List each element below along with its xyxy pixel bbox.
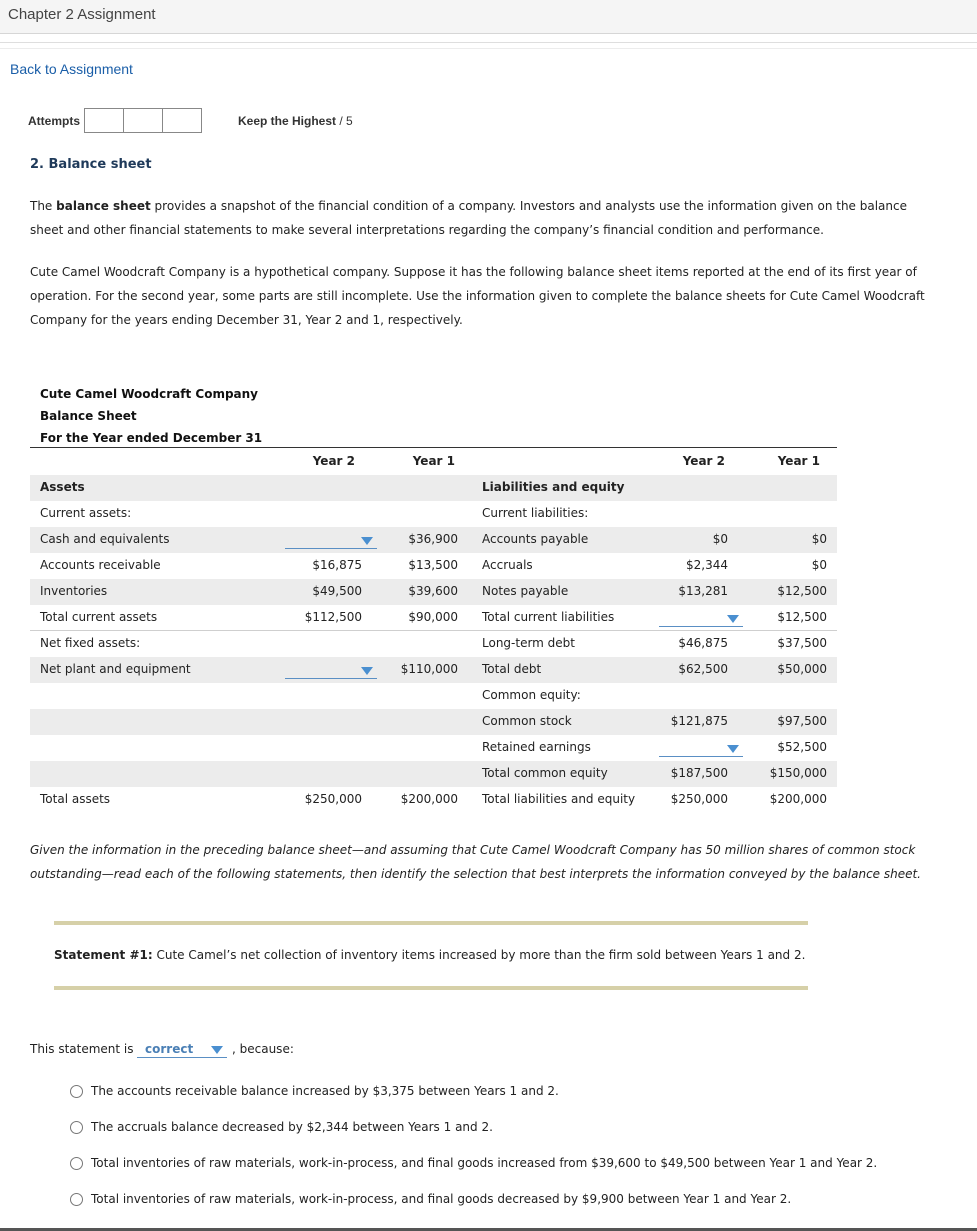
table-row bbox=[30, 709, 837, 735]
radio-button-icon[interactable] bbox=[70, 1193, 83, 1206]
col-header-year1-liab: Year 1 bbox=[777, 454, 820, 468]
liability-year1-value: $0 bbox=[811, 532, 827, 546]
table-row bbox=[30, 683, 837, 709]
chevron-down-icon bbox=[211, 1046, 223, 1054]
judgement-value: correct bbox=[145, 1042, 194, 1056]
back-to-assignment-link[interactable]: Back to Assignment bbox=[10, 61, 133, 77]
divider bbox=[0, 48, 977, 49]
attempt-box bbox=[162, 108, 202, 133]
keep-highest-suffix: / 5 bbox=[336, 114, 353, 128]
liability-year1-value: $0 bbox=[811, 558, 827, 572]
option-3[interactable] bbox=[70, 1156, 877, 1170]
table-row bbox=[30, 475, 837, 501]
liability-year1-value: $37,500 bbox=[777, 636, 827, 650]
asset-label: Assets bbox=[40, 480, 85, 494]
radio-button-icon[interactable] bbox=[70, 1157, 83, 1170]
keep-highest-label bbox=[238, 114, 353, 128]
liability-year2-value: $62,500 bbox=[678, 662, 728, 676]
liability-year1-value: $12,500 bbox=[777, 584, 827, 598]
intro-bold-term: balance sheet bbox=[56, 199, 151, 213]
year2-asset-dropdown[interactable] bbox=[285, 661, 377, 679]
liability-year1-value: $150,000 bbox=[769, 766, 827, 780]
liability-year2-value: $121,875 bbox=[670, 714, 728, 728]
col-header-year2-liab: Year 2 bbox=[682, 454, 725, 468]
asset-year1-value: $110,000 bbox=[400, 662, 458, 676]
statement-label: Statement #1: bbox=[54, 948, 153, 962]
option-1[interactable] bbox=[70, 1084, 559, 1098]
judgement-prefix: This statement is bbox=[30, 1042, 134, 1056]
given-paragraph: Given the information in the preceding balance sheet—and assuming that Cute Camel Woodcraft Company has 50 million shares of common stock outstanding—read each of the following statements, then identify the selection that best interprets the information conveyed by the balance sheet. bbox=[30, 843, 921, 881]
asset-label: Total current assets bbox=[40, 610, 158, 624]
asset-year2-value: $250,000 bbox=[304, 792, 362, 806]
asset-year2-value: $112,500 bbox=[304, 610, 362, 624]
asset-label: Current assets: bbox=[40, 506, 132, 520]
liability-label: Common stock bbox=[482, 714, 572, 728]
liability-year2-value: $13,281 bbox=[678, 584, 728, 598]
liability-label: Current liabilities: bbox=[482, 506, 589, 520]
table-row bbox=[30, 761, 837, 787]
option-4-text: Total inventories of raw materials, work-in-process, and final goods decreased by $9,900 between Year 1 and Year 2. bbox=[91, 1192, 792, 1206]
liability-year2-value: $0 bbox=[712, 532, 728, 546]
keep-highest-text: Keep the Highest bbox=[238, 114, 337, 128]
liability-year2-value: $250,000 bbox=[670, 792, 728, 806]
balance-sheet-table bbox=[30, 447, 837, 813]
liability-label: Total liabilities and equity bbox=[482, 792, 636, 806]
intro-post: provides a snapshot of the financial condition of a company. Investors and analysts use the information given on the balance sheet and other financial statements to make several interpretations regarding the company’s financial condition and performance. bbox=[30, 199, 907, 237]
asset-label: Inventories bbox=[40, 584, 108, 598]
liability-label: Notes payable bbox=[482, 584, 569, 598]
option-2[interactable] bbox=[70, 1120, 493, 1134]
asset-year1-value: $200,000 bbox=[400, 792, 458, 806]
liability-label: Common equity: bbox=[482, 688, 581, 702]
table-row bbox=[30, 787, 837, 813]
liability-label: Total current liabilities bbox=[482, 610, 615, 624]
radio-button-icon[interactable] bbox=[70, 1121, 83, 1134]
asset-label: Net fixed assets: bbox=[40, 636, 141, 650]
chevron-down-icon bbox=[727, 745, 739, 753]
asset-year1-value: $90,000 bbox=[408, 610, 458, 624]
table-row bbox=[30, 553, 837, 579]
chevron-down-icon bbox=[361, 537, 373, 545]
year2-asset-dropdown[interactable] bbox=[285, 531, 377, 549]
chevron-down-icon bbox=[727, 615, 739, 623]
year2-liability-dropdown[interactable] bbox=[659, 609, 743, 627]
option-2-text: The accruals balance decreased by $2,344 between Years 1 and 2. bbox=[91, 1120, 493, 1134]
liability-label: Retained earnings bbox=[482, 740, 591, 754]
table-row bbox=[30, 631, 837, 657]
asset-year2-value: $49,500 bbox=[312, 584, 362, 598]
table-row bbox=[30, 735, 837, 761]
top-bar bbox=[0, 0, 977, 34]
attempts-label: Attempts bbox=[28, 114, 81, 128]
asset-year2-value: $16,875 bbox=[312, 558, 362, 572]
question-title: 2. Balance sheet bbox=[30, 157, 152, 172]
chevron-down-icon bbox=[361, 667, 373, 675]
table-row bbox=[30, 579, 837, 605]
asset-year1-value: $39,600 bbox=[408, 584, 458, 598]
liability-year1-value: $50,000 bbox=[777, 662, 827, 676]
col-header-year2-assets: Year 2 bbox=[312, 454, 355, 468]
table-header-row bbox=[30, 448, 837, 475]
liability-label: Long-term debt bbox=[482, 636, 576, 650]
radio-button-icon[interactable] bbox=[70, 1085, 83, 1098]
attempt-box bbox=[123, 108, 163, 133]
table-row bbox=[30, 657, 837, 683]
judgement-dropdown[interactable] bbox=[137, 1039, 227, 1058]
table-row bbox=[30, 605, 837, 631]
asset-label: Cash and equivalents bbox=[40, 532, 170, 546]
option-3-text: Total inventories of raw materials, work-in-process, and final goods increased from $39,600 to $49,500 between Year 1 and Year 2. bbox=[91, 1156, 878, 1170]
liability-year2-value: $187,500 bbox=[670, 766, 728, 780]
statement-1 bbox=[54, 948, 805, 962]
asset-label: Net plant and equipment bbox=[40, 662, 191, 676]
page-title: Chapter 2 Assignment bbox=[8, 6, 156, 23]
liability-year1-value: $97,500 bbox=[777, 714, 827, 728]
option-4[interactable] bbox=[70, 1192, 791, 1206]
liability-label: Liabilities and equity bbox=[482, 480, 625, 494]
liability-label: Accounts payable bbox=[482, 532, 589, 546]
liability-year1-value: $52,500 bbox=[777, 740, 827, 754]
liability-year1-value: $200,000 bbox=[769, 792, 827, 806]
scenario-paragraph: Cute Camel Woodcraft Company is a hypothetical company. Suppose it has the following balance sheet items reported at the end of its first year of operation. For the second year, some parts are still incomplete. Use the information given to complete the balance sheets for Cute Camel Woodcraft Company for the years ending December 31, Year 2 and 1, respectively. bbox=[30, 265, 925, 327]
liability-label: Total common equity bbox=[482, 766, 608, 780]
liability-label: Total debt bbox=[482, 662, 542, 676]
liability-label: Accruals bbox=[482, 558, 533, 572]
company-heading bbox=[40, 383, 262, 449]
liability-year2-value: $46,875 bbox=[678, 636, 728, 650]
statement-rule-top bbox=[54, 921, 808, 925]
asset-year1-value: $36,900 bbox=[408, 532, 458, 546]
attempt-boxes bbox=[84, 108, 201, 133]
judgement-suffix: , because: bbox=[232, 1042, 294, 1056]
year2-liability-dropdown[interactable] bbox=[659, 739, 743, 757]
intro-paragraph bbox=[30, 194, 935, 242]
option-1-text: The accounts receivable balance increased by $3,375 between Years 1 and 2. bbox=[91, 1084, 559, 1098]
attempt-box bbox=[84, 108, 124, 133]
table-row bbox=[30, 527, 837, 553]
table-row bbox=[30, 501, 837, 527]
intro-pre: The bbox=[30, 199, 57, 213]
asset-year1-value: $13,500 bbox=[408, 558, 458, 572]
company-name: Cute Camel Woodcraft Company bbox=[40, 387, 258, 401]
sheet-period: For the Year ended December 31 bbox=[40, 431, 263, 445]
asset-label: Accounts receivable bbox=[40, 558, 161, 572]
liability-year1-value: $12,500 bbox=[777, 610, 827, 624]
statement-rule-bottom bbox=[54, 986, 808, 990]
statement-text: Cute Camel’s net collection of inventory items increased by more than the firm sold between Years 1 and 2. bbox=[152, 948, 806, 962]
liability-year2-value: $2,344 bbox=[686, 558, 728, 572]
asset-label: Total assets bbox=[40, 792, 111, 806]
sheet-title: Balance Sheet bbox=[40, 409, 137, 423]
col-header-year1-assets: Year 1 bbox=[412, 454, 455, 468]
divider bbox=[0, 42, 977, 43]
